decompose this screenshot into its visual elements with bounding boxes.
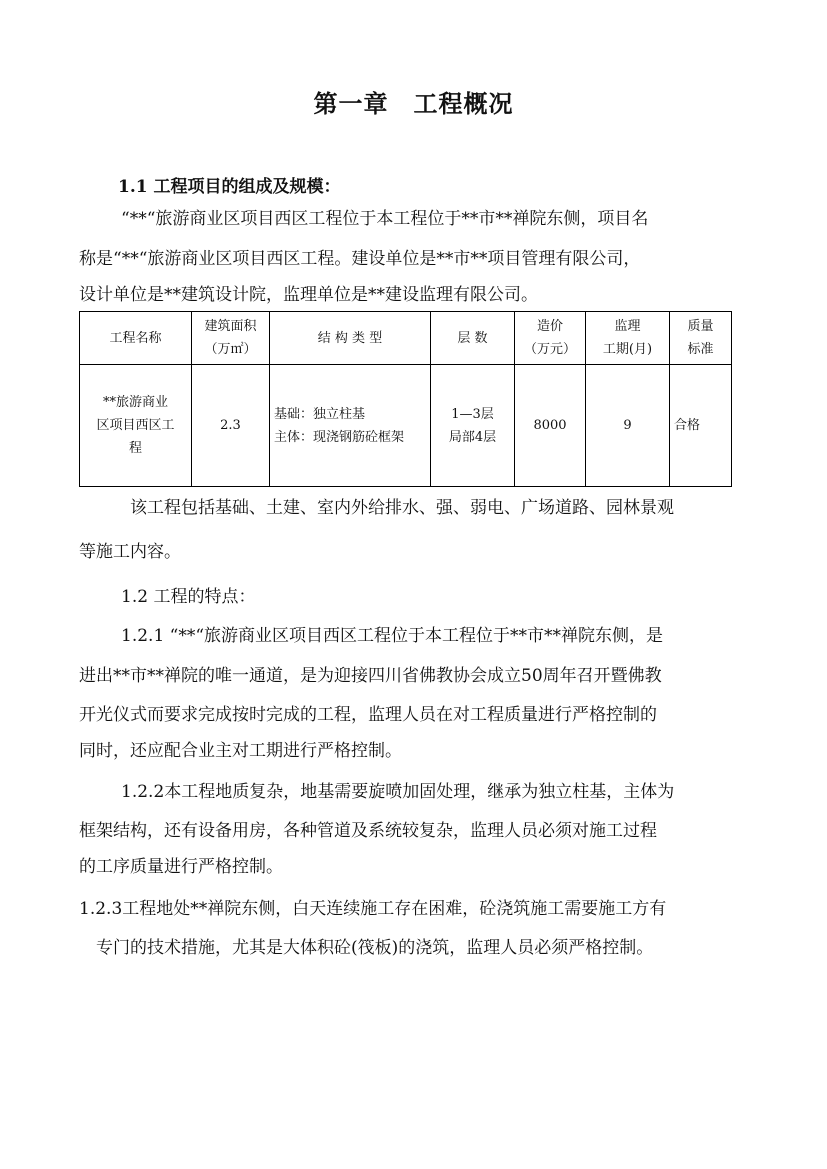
paragraph-1-2-3-line-2: 专门的技术措施，尤其是大体积砼(筏板)的浇筑，监理人员必须严格控制。 xyxy=(96,938,654,958)
paragraph-1-2-2-line-2: 框架结构，还有设备用房，各种管道及系统较复杂，监理人员必须对施工过程 xyxy=(79,821,657,841)
paragraph-intro-line-1: “**“旅游商业区项目西区工程位于本工程位于**市**禅院东侧，项目名 xyxy=(121,209,649,229)
section-heading-1-1: 1.1 工程项目的组成及规模： xyxy=(118,177,341,197)
table-header-row xyxy=(80,312,732,365)
cell-area: 2.3 xyxy=(192,365,270,487)
cell-cost: 8000 xyxy=(515,365,586,487)
header-structure: 结 构 类 型 xyxy=(270,312,431,365)
header-project-name: 工程名称 xyxy=(80,312,192,365)
paragraph-1-2-2-line-1: 1.2.2本工程地质复杂，地基需要旋喷加固处理，继承为独立柱基，主体为 xyxy=(121,782,675,802)
header-period: 监理 工期(月) xyxy=(586,312,670,365)
section-heading-1-2: 1.2 工程的特点： xyxy=(121,587,256,607)
paragraph-1-2-3-line-1: 1.2.3工程地处**禅院东侧，白天连续施工存在困难，砼浇筑施工需要施工方有 xyxy=(79,899,667,919)
header-area: 建筑面积 （万㎡） xyxy=(192,312,270,365)
paragraph-scope-line-1: 该工程包括基础、土建、室内外给排水、强、弱电、广场道路、园林景观 xyxy=(130,498,674,518)
cell-structure: 基础：独立柱基 主体：现浇钢筋砼框架 xyxy=(270,365,431,487)
header-cost: 造价 （万元） xyxy=(515,312,586,365)
paragraph-1-2-1-line-1: 1.2.1 “**“旅游商业区项目西区工程位于本工程位于**市**禅院东侧，是 xyxy=(121,626,664,646)
paragraph-1-2-1-line-4: 同时，还应配合业主对工期进行严格控制。 xyxy=(79,741,402,761)
header-quality: 质量 标准 xyxy=(670,312,732,365)
cell-period: 9 xyxy=(586,365,670,487)
cell-floors: 1—3层 局部4层 xyxy=(431,365,515,487)
paragraph-intro-line-2: 称是“**“旅游商业区项目西区工程。建设单位是**市**项目管理有限公司， xyxy=(79,249,641,269)
cell-project-name: **旅游商业 区项目西区工 程 xyxy=(80,365,192,487)
cell-quality: 合格 xyxy=(670,365,732,487)
paragraph-1-2-1-line-2: 进出**市**禅院的唯一通道，是为迎接四川省佛教协会成立50周年召开暨佛教 xyxy=(79,666,662,686)
paragraph-scope-line-2: 等施工内容。 xyxy=(79,542,181,562)
paragraph-intro-line-3: 设计单位是**建筑设计院，监理单位是**建设监理有限公司。 xyxy=(79,285,538,305)
table-row xyxy=(80,365,732,487)
project-info-table xyxy=(79,311,732,487)
paragraph-1-2-2-line-3: 的工序质量进行严格控制。 xyxy=(79,857,283,877)
header-floors: 层 数 xyxy=(431,312,515,365)
chapter-title: 第一章 工程概况 xyxy=(313,90,514,118)
paragraph-1-2-1-line-3: 开光仪式而要求完成按时完成的工程，监理人员在对工程质量进行严格控制的 xyxy=(79,705,657,725)
